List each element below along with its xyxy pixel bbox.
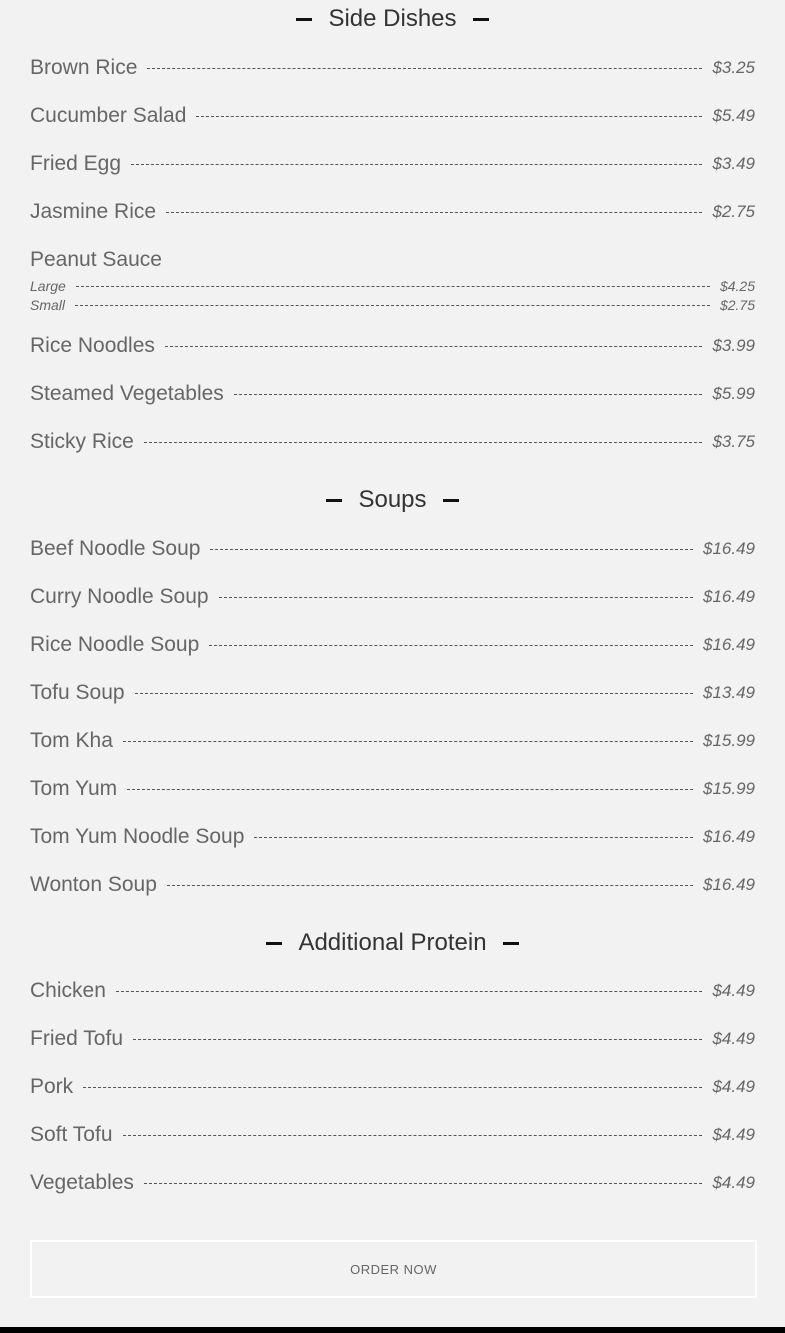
dotted-leader <box>147 68 702 69</box>
item-price: $4.49 <box>712 1029 755 1048</box>
order-now-label: ORDER NOW <box>350 1261 437 1277</box>
dotted-leader <box>76 286 710 287</box>
item-name: Beef Noodle Soup <box>30 537 201 560</box>
item-name: Pork <box>30 1075 74 1098</box>
section-title: Additional Protein <box>298 929 487 956</box>
dotted-leader <box>210 549 693 550</box>
section-title: Soups <box>358 486 427 513</box>
item-price: $4.49 <box>712 1173 755 1192</box>
heading-dash <box>443 499 459 502</box>
menu-item-sticky-rice <box>30 427 755 457</box>
item-name: Tom Kha <box>30 729 113 752</box>
option-label: Large <box>30 278 66 294</box>
menu-item-vegetables <box>30 1168 755 1198</box>
item-name: Fried Egg <box>30 152 122 175</box>
menu-item-jasmine-rice <box>30 197 755 227</box>
menu-item-pork <box>30 1072 755 1102</box>
section-heading-additional-protein <box>0 926 785 960</box>
item-name: Tom Yum <box>30 777 118 800</box>
item-price: $15.99 <box>703 731 755 750</box>
order-now-button[interactable] <box>30 1240 757 1298</box>
dotted-leader <box>133 1039 702 1040</box>
dotted-leader <box>75 305 710 306</box>
section-heading-side-dishes <box>0 2 785 36</box>
heading-dash <box>503 942 519 945</box>
item-name: Fried Tofu <box>30 1027 123 1050</box>
item-name: Wonton Soup <box>30 873 157 896</box>
item-price: $2.75 <box>712 202 755 221</box>
menu-item-curry-noodle-soup <box>30 582 755 612</box>
dotted-leader <box>83 1087 702 1088</box>
item-name: Jasmine Rice <box>30 200 157 223</box>
section-heading-soups <box>0 483 785 517</box>
item-price: $3.25 <box>712 58 755 77</box>
dotted-leader <box>166 212 702 213</box>
dotted-leader <box>209 645 693 646</box>
item-name: Rice Noodles <box>30 334 155 357</box>
menu-item-wonton-soup <box>30 870 755 900</box>
item-price: $3.75 <box>712 432 755 451</box>
menu-item-tom-kha <box>30 726 755 756</box>
item-name: Steamed Vegetables <box>30 382 224 405</box>
item-price: $4.49 <box>712 1077 755 1096</box>
heading-dash <box>326 499 342 502</box>
dotted-leader <box>131 164 702 165</box>
dotted-leader <box>219 597 693 598</box>
menu-option-small <box>30 296 755 314</box>
menu-item-fried-egg <box>30 149 755 179</box>
menu-item-rice-noodles <box>30 331 755 361</box>
heading-dash <box>266 942 282 945</box>
dotted-leader <box>123 741 693 742</box>
menu-item-peanut-sauce <box>30 245 755 275</box>
dotted-leader <box>135 693 693 694</box>
dotted-leader <box>234 394 703 395</box>
item-price: $4.49 <box>712 1125 755 1144</box>
dotted-leader <box>196 116 702 117</box>
menu-item-tofu-soup <box>30 678 755 708</box>
menu-option-large <box>30 277 755 295</box>
menu-item-steamed-vegetables <box>30 379 755 409</box>
dotted-leader <box>144 1183 703 1184</box>
dotted-leader <box>144 442 703 443</box>
item-name: Peanut Sauce <box>30 248 162 271</box>
option-price: $2.75 <box>719 297 755 313</box>
menu-item-cucumber-salad <box>30 101 755 131</box>
menu-item-chicken <box>30 976 755 1006</box>
item-price: $16.49 <box>703 875 755 894</box>
dotted-leader <box>165 346 703 347</box>
dotted-leader <box>127 789 693 790</box>
item-price: $3.49 <box>712 154 755 173</box>
item-price: $5.49 <box>712 106 755 125</box>
item-price: $13.49 <box>703 683 755 702</box>
item-price: $15.99 <box>703 779 755 798</box>
menu-item-tom-yum-noodle-soup <box>30 822 755 852</box>
menu-item-tom-yum <box>30 774 755 804</box>
dotted-leader <box>254 837 693 838</box>
item-name: Tofu Soup <box>30 681 125 704</box>
item-price: $16.49 <box>703 539 755 558</box>
item-price: $5.99 <box>712 384 755 403</box>
item-name: Chicken <box>30 979 106 1002</box>
heading-dash <box>473 18 489 21</box>
bottom-bar <box>0 1327 785 1333</box>
item-name: Sticky Rice <box>30 430 134 453</box>
dotted-leader <box>167 885 693 886</box>
heading-dash <box>296 18 312 21</box>
option-label: Small <box>30 297 66 313</box>
item-name: Tom Yum Noodle Soup <box>30 825 245 848</box>
item-price: $4.49 <box>712 981 755 1000</box>
item-name: Cucumber Salad <box>30 104 187 127</box>
option-price: $4.25 <box>719 278 755 294</box>
menu-item-soft-tofu <box>30 1120 755 1150</box>
dotted-leader <box>116 991 703 992</box>
item-name: Brown Rice <box>30 56 138 79</box>
item-name: Vegetables <box>30 1171 134 1194</box>
item-name: Soft Tofu <box>30 1123 113 1146</box>
menu-item-fried-tofu <box>30 1024 755 1054</box>
item-price: $16.49 <box>703 827 755 846</box>
menu-item-beef-noodle-soup <box>30 534 755 564</box>
menu-item-brown-rice <box>30 53 755 83</box>
menu-item-rice-noodle-soup <box>30 630 755 660</box>
item-price: $16.49 <box>703 587 755 606</box>
item-price: $16.49 <box>703 635 755 654</box>
item-name: Rice Noodle Soup <box>30 633 200 656</box>
section-title: Side Dishes <box>328 5 457 32</box>
dotted-leader <box>123 1135 703 1136</box>
item-price: $3.99 <box>712 336 755 355</box>
item-name: Curry Noodle Soup <box>30 585 209 608</box>
